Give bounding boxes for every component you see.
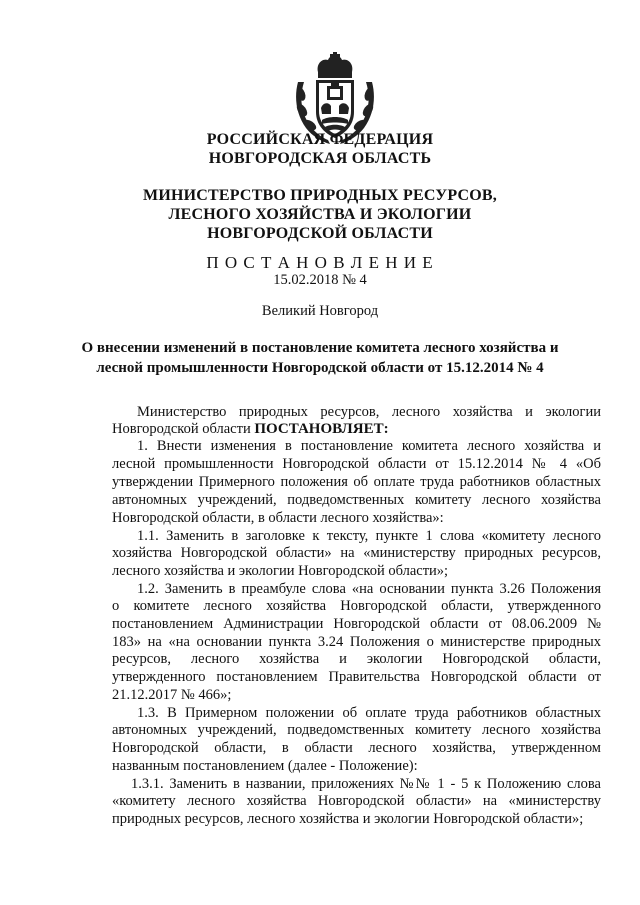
body-line: утверждении Примерного положения об оплате труда работников областных [112, 474, 601, 490]
body-line: автономных учреждений, подведомственных комитету лесного хозяйства [112, 722, 601, 738]
ministry-line-1: МИНИСТЕРСТВО ПРИРОДНЫХ РЕСУРСОВ, [143, 187, 497, 204]
region-heading: НОВГОРОДСКАЯ ОБЛАСТЬ [208, 150, 432, 167]
body-line: 1.1. Заменить в заголовке к тексту, пункте 1 слова «комитету лесного [137, 528, 601, 544]
body-line: 1.3.1. Заменить в названии, приложениях №№ 1 - 5 к Положению слова [131, 776, 601, 792]
body-line: Министерство природных ресурсов, лесного хозяйства и экологии [137, 404, 601, 420]
country-heading: РОССИЙСКАЯ ФЕДЕРАЦИЯ [206, 131, 434, 148]
body-line: Новгородской области, в области лесного хозяйства»: [112, 510, 444, 526]
decree-title-line-2: лесной промышленности Новгородской области от 15.12.2014 № 4 [96, 360, 544, 376]
ministry-line-3: НОВГОРОДСКОЙ ОБЛАСТИ [207, 225, 433, 242]
document-type: П О С Т А Н О В Л Е Н И Е [206, 253, 434, 272]
body-line: 1. Внести изменения в постановление комитета лесного хозяйства и [137, 438, 601, 454]
body-line: лесного хозяйства и экологии Новгородской области»; [112, 563, 449, 579]
body-line: «комитету лесного хозяйства Новгородской области» на «министерству [112, 793, 601, 809]
body-line: лесной промышленности Новгородской области от 15.12.2014 № 4 «Об [112, 456, 601, 472]
body-text: Новгородской области [112, 421, 251, 437]
body-line: постановлением Администрации Новгородской области от 08.06.2009 № [112, 616, 601, 632]
body-line: Новгородской области, в области лесного хозяйства, утвержденном [112, 740, 601, 756]
body-line: автономных учреждений, подведомственных комитету лесного хозяйства [112, 492, 601, 508]
body-line: природных ресурсов, лесного хозяйства и экологии Новгородской области»; [112, 811, 584, 827]
body-line: 1.3. В Примерном положении об оплате труда работников областных [137, 705, 601, 721]
body-line [112, 421, 601, 437]
body-line: названным постановлением (далее - Положение): [112, 758, 418, 774]
body-line: 21.12.2017 № 466»; [112, 687, 232, 703]
body-line: о комитете лесного хозяйства Новгородской области, утвержденного [112, 598, 601, 614]
decree-title-line-1: О внесении изменений в постановление комитета лесного хозяйства и [81, 340, 559, 356]
ministry-line-2: ЛЕСНОГО ХОЗЯЙСТВА И ЭКОЛОГИИ [168, 206, 472, 223]
resolves-word: ПОСТАНОВЛЯЕТ: [254, 421, 389, 437]
city-name: Великий Новгород [261, 303, 379, 319]
body-line: хозяйства Новгородской области» на «министерству природных ресурсов, [112, 545, 601, 561]
body-line: утвержденного постановлением Правительства Новгородской области от [112, 669, 601, 685]
body-line: 183» на «на основании пункта 3.24 Положения о министерстве природных [112, 634, 601, 650]
document-date-number: 15.02.2018 № 4 [273, 272, 367, 288]
body-line: 1.2. Заменить в преамбуле слова «на основании пункта 3.26 Положения [137, 581, 601, 597]
body-line: ресурсов, лесного хозяйства и экологии Новгородской области, [112, 651, 601, 667]
